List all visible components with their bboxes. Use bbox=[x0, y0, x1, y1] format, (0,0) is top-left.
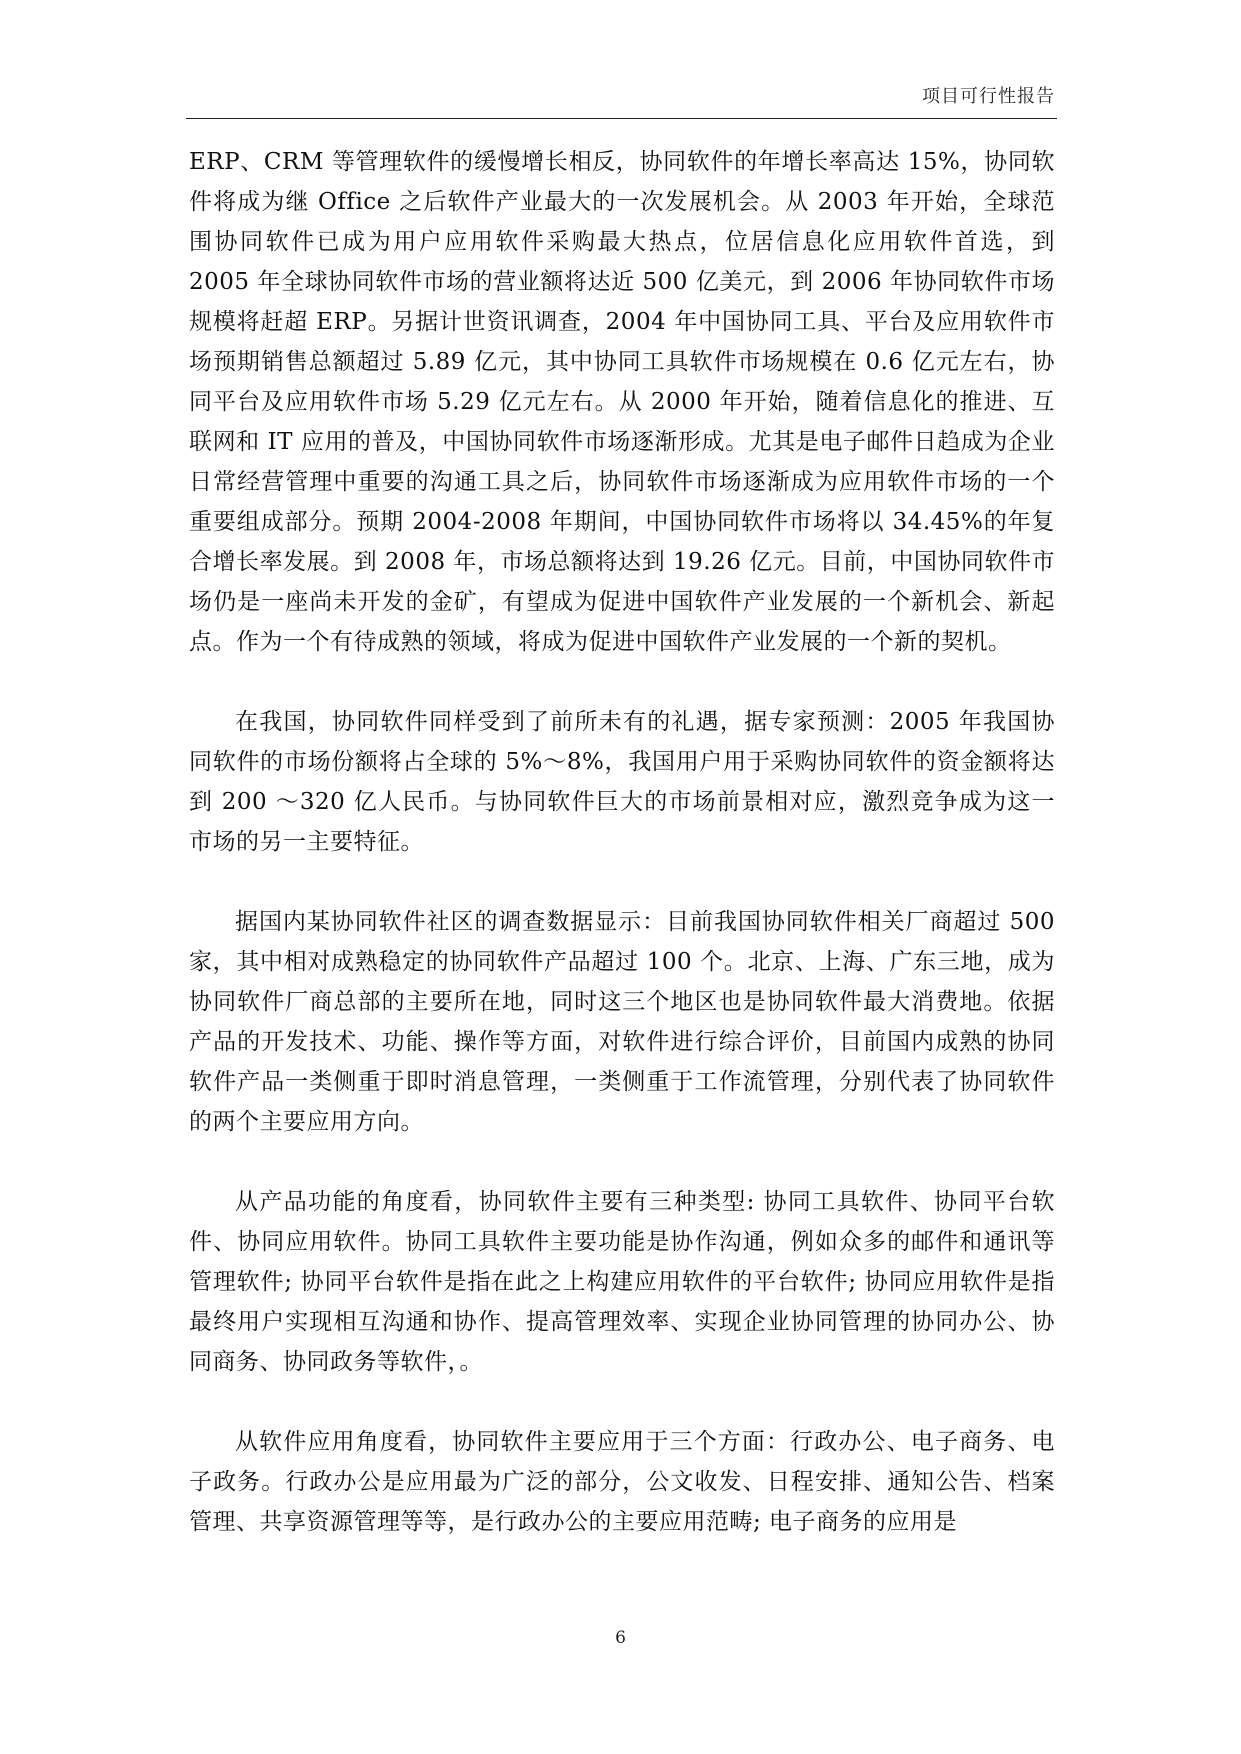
paragraph-survey-data: 据国内某协同软件社区的调查数据显示：目前我国协同软件相关厂商超过 500 家，其中相对成熟稳定的协同软件产品超过 100 个。北京、上海、广东三地，成为协同软件厂商总部的主要所在地，同时这三个地区也是协同软件最大消费地。依据产品的开发技术、功能、操作等方面，对软件进行综合评价，目前国内成熟的协同软件产品一类侧重于即时消息管理，一类侧重于工作流管理，分别代表了协同软件的两个主要应用方向。 bbox=[189, 909, 1055, 1135]
document-body bbox=[189, 142, 1055, 1542]
page-number: 6 bbox=[615, 1628, 626, 1648]
page-header bbox=[186, 84, 1057, 119]
header-title: 项目可行性报告 bbox=[922, 86, 1055, 107]
paragraph-domestic-forecast: 在我国，协同软件同样受到了前所未有的礼遇，据专家预测：2005 年我国协同软件的市场份额将占全球的 5%～8%，我国用户用于采购协同软件的资金额将达到 200 ～320 亿人民币。与协同软件巨大的市场前景相对应，激烈竞争成为这一市场的另一主要特征。 bbox=[189, 709, 1055, 855]
paragraph-market-growth: ERP、CRM 等管理软件的缓慢增长相反，协同软件的年增长率高达 15%，协同软件将成为继 Office 之后软件产业最大的一次发展机会。从 2003 年开始，全球范围协同软件已成为用户应用软件采购最大热点，位居信息化应用软件首选，到 2005 年全球协同软件市场的营业额将达近 500 亿美元，到 2006 年协同软件市场规模将赶超 ERP。另据计世资讯调查，2004 年中国协同工具、平台及应用软件市场预期销售总额超过 5.89 亿元，其中协同工具软件市场规模在 0.6 亿元左右，协同平台及应用软件市场 5.29 亿元左右。从 2000 年开始，随着信息化的推进、互联网和 IT 应用的普及，中国协同软件市场逐渐形成。尤其是电子邮件日趋成为企业日常经营管理中重要的沟通工具之后，协同软件市场逐渐成为应用软件市场的一个重要组成部分。预期 2004-2008 年期间，中国协同软件市场将以 34.45%的年复合增长率发展。到 2008 年，市场总额将达到 19.26 亿元。目前，中国协同软件市场仍是一座尚未开发的金矿，有望成为促进中国软件产业发展的一个新机会、新起点。作为一个有待成熟的领域，将成为促进中国软件产业发展的一个新的契机。 bbox=[189, 149, 1055, 655]
paragraph-application-areas: 从软件应用角度看，协同软件主要应用于三个方面：行政办公、电子商务、电子政务。行政办公是应用最为广泛的部分，公文收发、日程安排、通知公告、档案管理、共享资源管理等等，是行政办公的主要应用范畴; 电子商务的应用是 bbox=[189, 1429, 1055, 1535]
paragraph-product-types: 从产品功能的角度看，协同软件主要有三种类型: 协同工具软件、协同平台软件、协同应用软件。协同工具软件主要功能是协作沟通，例如众多的邮件和通讯等管理软件; 协同平台软件是指在此之上构建应用软件的平台软件; 协同应用软件是指最终用户实现相互沟通和协作、提高管理效率、实现企业协同管理的协同办公、协同商务、协同政务等软件，。 bbox=[189, 1189, 1055, 1375]
